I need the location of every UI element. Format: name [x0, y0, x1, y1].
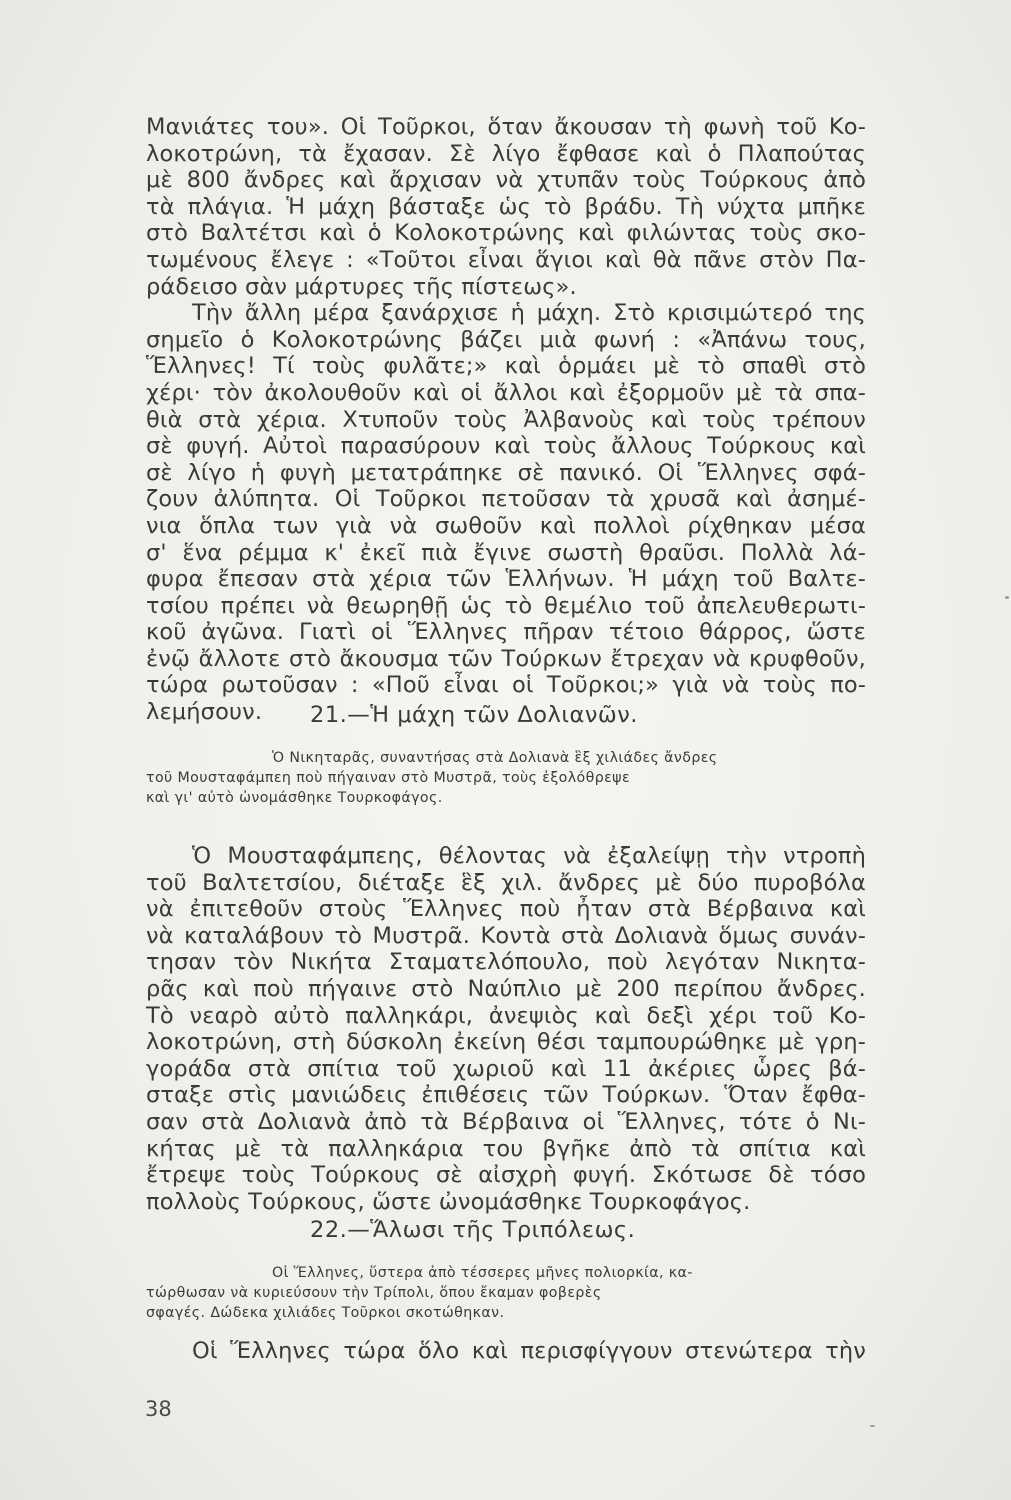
- text-line: σταξε στὶς μανιώδεις ἐπιθέσεις τῶν Τούρκων. Ὅταν ἔφθα-: [146, 1082, 866, 1109]
- text-line: νια ὅπλα των γιὰ νὰ σωθοῦν καὶ πολλοὶ ρίχθηκαν μέσα: [146, 512, 866, 539]
- paper-speck: [1005, 596, 1009, 599]
- summary-line: Οἱ Ἕλληνες, ὕστερα ἀπὸ τέσσερες μῆνες πολιορκία, κα-: [272, 1265, 693, 1281]
- text-line: σαν στὰ Δολιανὰ ἀπὸ τὰ Βέρβαινα οἱ Ἕλληνες, τότε ὁ Νι-: [146, 1108, 866, 1135]
- text-line: σ' ἕνα ρέμμα κ' ἐκεῖ πιὰ ἔγινε σωστὴ θραῦσι. Πολλὰ λά-: [146, 539, 866, 566]
- section-22-heading: 22.—Ἅλωσι τῆς Τριπόλεως.: [310, 1217, 636, 1243]
- text-line: κοῦ ἀγῶνα. Γιατὶ οἱ Ἕλληνες πῆραν τέτοιο θάρρος, ὥστε: [146, 619, 866, 646]
- text-line: γοράδα στὰ σπίτια τοῦ χωριοῦ καὶ 11 ἀκέριες ὧρες βά-: [146, 1055, 866, 1082]
- text-line: χέρι· τὸν ἀκολουθοῦν καὶ οἱ ἄλλοι καὶ ἐξορμοῦν μὲ τὰ σπα-: [146, 379, 866, 406]
- text-line: στὸ Βαλτέτσι καὶ ὁ Κολοκοτρώνης καὶ φιλώντας τοὺς σκο-: [146, 220, 866, 247]
- text-block-1: [146, 114, 866, 726]
- text-line: λεμήσουν.: [146, 699, 263, 726]
- summary-line: Ὁ Νικηταρᾶς, συναντήσας στὰ Δολιανὰ ἓξ χιλιάδες ἄνδρες: [272, 750, 718, 766]
- section-21-summary: [146, 748, 866, 808]
- text-line: τωμένους ἔλεγε : «Τοῦτοι εἶναι ἅγιοι καὶ θὰ πᾶνε στὸν Πα-: [146, 246, 866, 273]
- text-line: ράδεισο σὰν μάρτυρες τῆς πίστεως».: [146, 273, 577, 300]
- page-number: 38: [145, 1397, 172, 1421]
- text-line: μὲ 800 ἄνδρες καὶ ἄρχισαν νὰ χτυπᾶν τοὺς Τούρκους ἀπὸ: [146, 167, 866, 194]
- text-line: σὲ λίγο ἡ φυγὴ μετατράπηκε σὲ πανικό. Οἱ Ἕλληνες σφά-: [146, 459, 866, 486]
- section-21-heading: 21.—Ἡ μάχη τῶν Δολιανῶν.: [310, 702, 638, 728]
- text-block-3: [146, 1338, 866, 1365]
- text-line: φυρα ἔπεσαν στὰ χέρια τῶν Ἑλλήνων. Ἡ μάχη τοῦ Βαλτε-: [146, 566, 866, 593]
- text-line: πολλοὺς Τούρκους, ὥστε ὠνομάσθηκε Τουρκοφάγος.: [146, 1188, 751, 1215]
- text-line: νὰ ἐπιτεθοῦν στοὺς Ἕλληνες ποὺ ἦταν στὰ Βέρβαινα καὶ: [146, 896, 866, 923]
- text-line: τοῦ Βαλτετσίου, διέταξε ἓξ χιλ. ἄνδρες μὲ δύο πυροβόλα: [146, 869, 866, 896]
- summary-line: τοῦ Μουσταφάμπεη ποὺ πήγαιναν στὸ Μυστρᾶ, τοὺς ἐξολόθρεψε: [146, 770, 631, 786]
- text-line: Μανιάτες του». Οἱ Τοῦρκοι, ὅταν ἄκουσαν τὴ φωνὴ τοῦ Κο-: [146, 114, 866, 140]
- text-line: ἔτρεψε τοὺς Τούρκους σὲ αἰσχρὴ φυγή. Σκότωσε δὲ τόσο: [146, 1162, 866, 1189]
- text-block-2: [146, 843, 866, 1215]
- text-line: σημεῖο ὁ Κολοκοτρώνης βάζει μιὰ φωνή : «Ἀπάνω τους,: [146, 326, 866, 353]
- summary-line: καὶ γι' αὐτὸ ὠνομάσθηκε Τουρκοφάγος.: [146, 790, 443, 806]
- text-line: θιὰ στὰ χέρια. Χτυποῦν τοὺς Ἀλβανοὺς καὶ τοὺς τρέπουν: [146, 406, 866, 433]
- summary-line: τώρθωσαν νὰ κυριεύσουν τὴν Τρίπολι, ὅπου ἔκαμαν φοβερὲς: [146, 1285, 602, 1301]
- text-line: τώρα ρωτοῦσαν : «Ποῦ εἶναι οἱ Τοῦρκοι;» γιὰ νὰ τοὺς πο-: [146, 672, 866, 699]
- text-line: Ὁ Μουσταφάμπεης, θέλοντας νὰ ἐξαλείψῃ τὴν ντροπὴ: [192, 843, 866, 869]
- text-line: κήτας μὲ τὰ παλληκάρια του βγῆκε ἀπὸ τὰ σπίτια καὶ: [146, 1135, 866, 1162]
- text-line: Τὴν ἄλλη μέρα ξανάρχισε ἡ μάχη. Στὸ κρισιμώτερό της: [192, 300, 866, 327]
- text-line: τσίου πρέπει νὰ θεωρηθῇ ὡς τὸ θεμέλιο τοῦ ἀπελευθερωτι-: [146, 592, 866, 619]
- text-line: λοκοτρώνη, τὰ ἔχασαν. Σὲ λίγο ἔφθασε καὶ ὁ Πλαπούτας: [146, 140, 866, 167]
- text-line: νὰ καταλάβουν τὸ Μυστρᾶ. Κοντὰ στὰ Δολιανὰ ὅμως συνάν-: [146, 922, 866, 949]
- paper-speck: [870, 1425, 875, 1427]
- section-22-summary: [146, 1263, 866, 1323]
- text-line: τὰ πλάγια. Ἡ μάχη βάσταξε ὡς τὸ βράδυ. Τὴ νύχτα μπῆκε: [146, 193, 866, 220]
- summary-line: σφαγές. Δώδεκα χιλιάδες Τοῦρκοι σκοτώθηκαν.: [146, 1305, 505, 1321]
- text-line: Τὸ νεαρὸ αὐτὸ παλληκάρι, ἀνεψιὸς καὶ δεξὶ χέρι τοῦ Κο-: [146, 1002, 866, 1029]
- text-line: σὲ φυγή. Αὐτοὶ παρασύρουν καὶ τοὺς ἄλλους Τούρκους καὶ: [146, 433, 866, 460]
- text-line: τησαν τὸν Νικήτα Σταματελόπουλο, ποὺ λεγόταν Νικητα-: [146, 949, 866, 976]
- text-line: Ἕλληνες! Τί τοὺς φυλᾶτε;» καὶ ὁρμάει μὲ τὸ σπαθὶ στὸ: [146, 353, 866, 380]
- text-line: ζουν ἀλύπητα. Οἱ Τοῦρκοι πετοῦσαν τὰ χρυσᾶ καὶ ἀσημέ-: [146, 486, 866, 513]
- text-line: λοκοτρώνη, στὴ δύσκολη ἐκείνη θέσι ταμπουρώθηκε μὲ γρη-: [146, 1029, 866, 1056]
- text-line: ἐνῷ ἄλλοτε στὸ ἄκουσμα τῶν Τούρκων ἔτρεχαν νὰ κρυφθοῦν,: [146, 645, 866, 672]
- text-line: Οἱ Ἕλληνες τώρα ὅλο καὶ περισφίγγουν στενώτερα τὴν: [192, 1338, 866, 1364]
- text-line: ρᾶς καὶ ποὺ πήγαινε στὸ Ναύπλιο μὲ 200 περίπου ἄνδρες.: [146, 975, 866, 1002]
